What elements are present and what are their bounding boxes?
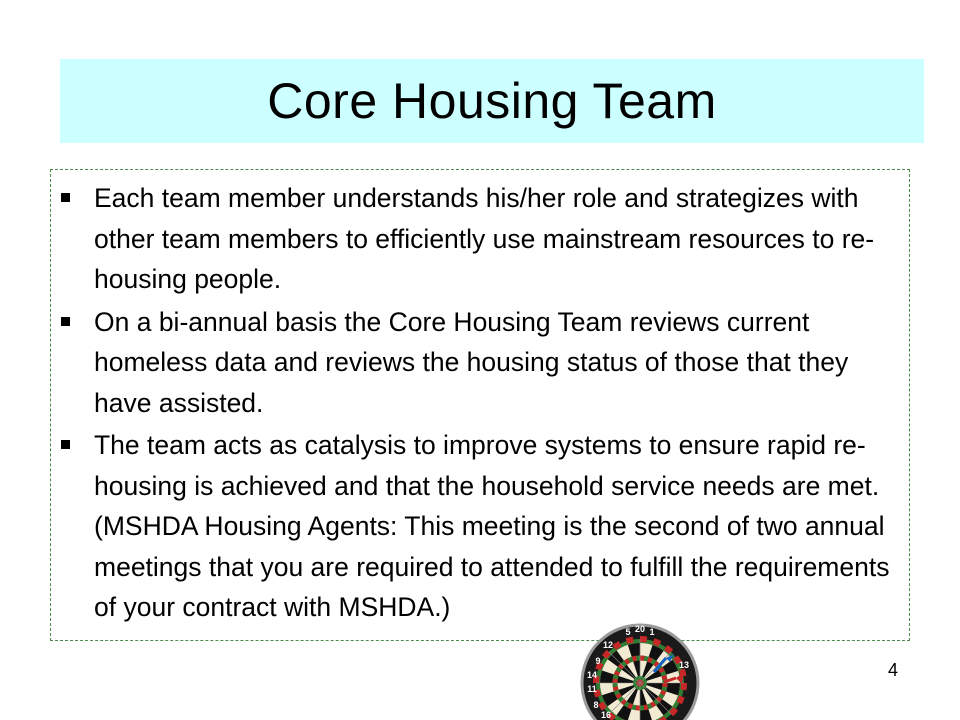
dartboard-number: 12 xyxy=(602,640,614,650)
dartboard-icon xyxy=(580,618,700,720)
bullet-text: Each team member understands his/her role and strategizes with other team members to efficiently use mainstream resources to re-housing people. xyxy=(94,183,875,294)
dartboard-number: 16 xyxy=(600,710,612,720)
dartboard-number: 14 xyxy=(586,670,598,680)
page-number: 4 xyxy=(888,660,899,680)
dartboard-number: 20 xyxy=(634,624,646,634)
bullet-list xyxy=(51,170,900,628)
dartboard-number: 9 xyxy=(595,656,601,666)
dartboard-number: 13 xyxy=(678,660,690,670)
bullet-item xyxy=(51,425,900,628)
bullet-text: The team acts as catalysis to improve systems to ensure rapid re-housing is achieved and that the household service needs are met. (MSHDA Housing Agents: This meeting is the second of two annual meetings that you are required to attended to fulfill the requirements of your contract with MSHDA.) xyxy=(94,430,890,622)
square-bullet-icon xyxy=(61,317,70,326)
square-bullet-icon xyxy=(61,193,70,202)
dartboard-number: 8 xyxy=(593,700,599,710)
slide-title: Core Housing Team xyxy=(267,73,717,129)
dartboard-number: 11 xyxy=(587,684,597,694)
bullet-item xyxy=(51,178,900,300)
square-bullet-icon xyxy=(61,440,70,449)
title-banner xyxy=(60,59,924,143)
dartboard-number: 5 xyxy=(625,627,631,637)
content-box xyxy=(50,169,910,641)
bullet-item xyxy=(51,302,900,424)
bullet-text: On a bi-annual basis the Core Housing Team reviews current homeless data and reviews the housing status of those that they have assisted. xyxy=(94,306,849,418)
dartboard-number: 1 xyxy=(649,627,655,637)
